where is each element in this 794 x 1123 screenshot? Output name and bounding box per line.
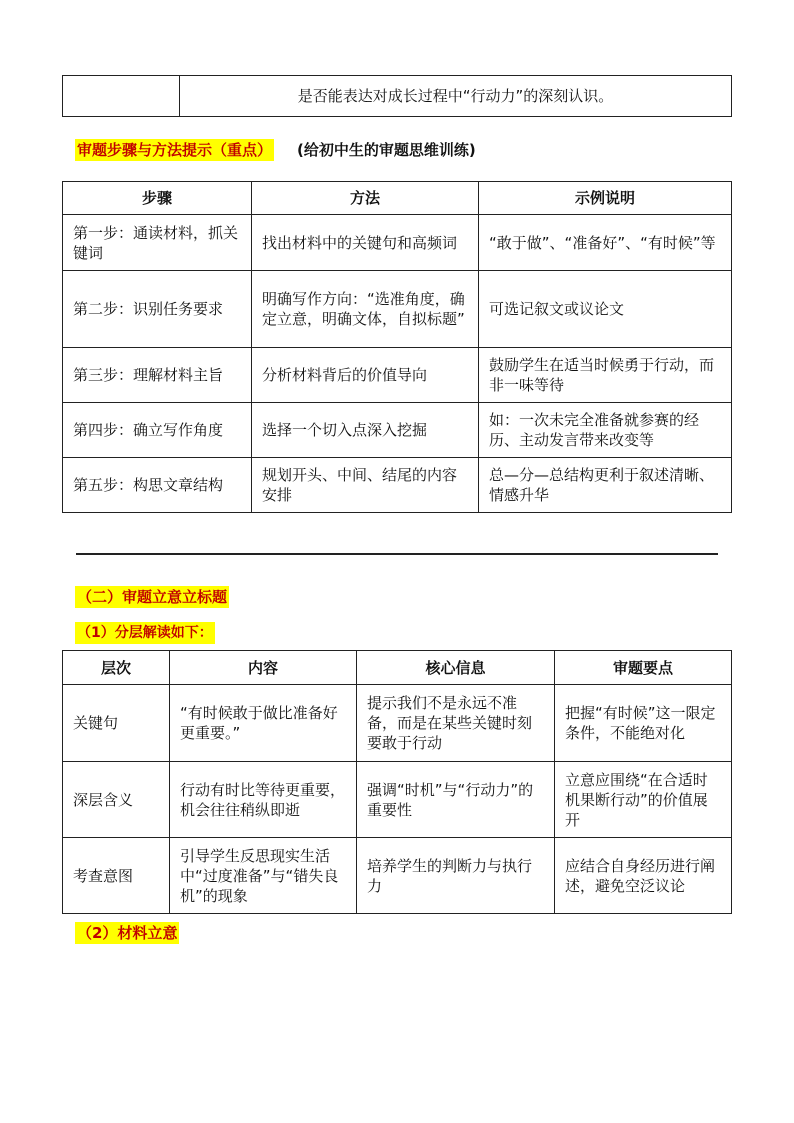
section2-heading: （二）审题立意立标题 [77, 588, 228, 606]
table-cell: 引导学生反思现实生活中“过度准备”与“错失良机”的现象 [170, 838, 357, 914]
table-cell: 选择一个切入点深入挖掘 [252, 403, 479, 458]
table-header-row [63, 182, 732, 215]
table-cell: 是否能表达对成长过程中“行动力”的深刻认识。 [180, 76, 732, 117]
table-row [63, 348, 732, 403]
column-header: 步骤 [63, 182, 252, 215]
table-row [63, 403, 732, 458]
table-cell: 强调“时机”与“行动力”的重要性 [357, 762, 555, 838]
table-cell: 第二步：识别任务要求 [63, 271, 252, 348]
steps-heading: 审题步骤与方法提示（重点） [77, 141, 273, 159]
layers-table [62, 650, 732, 914]
table-row [63, 76, 732, 117]
table-cell: 第四步：确立写作角度 [63, 403, 252, 458]
table-cell: 明确写作方向：“选准角度，确定立意，明确文体，自拟标题” [252, 271, 479, 348]
column-header: 示例说明 [479, 182, 732, 215]
top-table [62, 75, 732, 117]
table-row [63, 271, 732, 348]
table-cell: 鼓励学生在适当时候勇于行动，而非一味等待 [479, 348, 732, 403]
table-cell: 总—分—总结构更利于叙述清晰、情感升华 [479, 458, 732, 513]
table-cell: 深层含义 [63, 762, 170, 838]
table-cell: 第一步：通读材料，抓关键词 [63, 215, 252, 271]
table-cell: 可选记叙文或议论文 [479, 271, 732, 348]
table-cell: 找出材料中的关键句和高频词 [252, 215, 479, 271]
column-header: 核心信息 [357, 651, 555, 685]
table-cell: 规划开头、中间、结尾的内容安排 [252, 458, 479, 513]
table-cell: 应结合自身经历进行阐述，避免空泛议论 [555, 838, 732, 914]
table-cell: “敢于做”、“准备好”、“有时候”等 [479, 215, 732, 271]
table-cell: 考查意图 [63, 838, 170, 914]
table-cell: 把握“有时候”这一限定条件，不能绝对化 [555, 685, 732, 762]
column-header: 审题要点 [555, 651, 732, 685]
table-cell: 分析材料背后的价值导向 [252, 348, 479, 403]
steps-note: (给初中生的审题思维训练) [297, 141, 476, 159]
section-divider [76, 553, 718, 555]
table-cell: 第三步：理解材料主旨 [63, 348, 252, 403]
layer-subheading: （1）分层解读如下： [75, 622, 215, 644]
table-row [63, 762, 732, 838]
column-header: 方法 [252, 182, 479, 215]
table-cell: 提示我们不是永远不准备，而是在某些关键时刻要敢于行动 [357, 685, 555, 762]
table-cell [63, 76, 180, 117]
column-header: 层次 [63, 651, 170, 685]
table-header-row [63, 651, 732, 685]
table-cell: “有时候敢于做比准备好更重要。” [170, 685, 357, 762]
table-cell: 行动有时比等待更重要，机会往往稍纵即逝 [170, 762, 357, 838]
table-row [63, 838, 732, 914]
table-cell: 关键句 [63, 685, 170, 762]
material-subheading: （2）材料立意 [77, 924, 178, 942]
table-row [63, 685, 732, 762]
table-cell: 立意应围绕“在合适时机果断行动”的价值展开 [555, 762, 732, 838]
table-cell: 第五步：构思文章结构 [63, 458, 252, 513]
table-cell: 如：一次未完全准备就参赛的经历、主动发言带来改变等 [479, 403, 732, 458]
table-row [63, 458, 732, 513]
table-row [63, 215, 732, 271]
table-cell: 培养学生的判断力与执行力 [357, 838, 555, 914]
steps-table [62, 181, 732, 513]
column-header: 内容 [170, 651, 357, 685]
